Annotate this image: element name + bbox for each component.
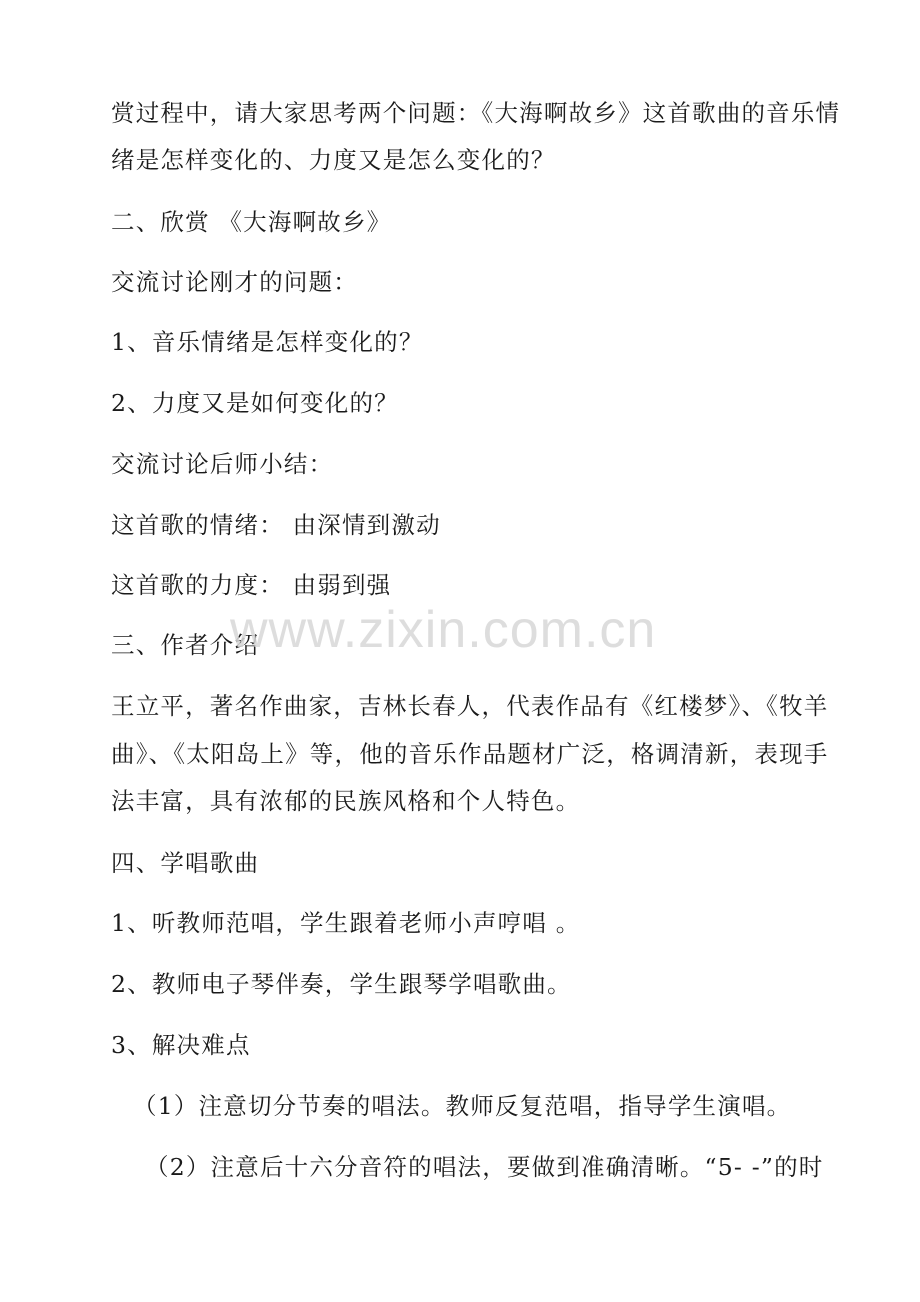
paragraph-line: 这首歌的力度： 由弱到强 <box>111 571 392 599</box>
list-item: 1、听教师范唱，学生跟着老师小声哼唱 。 <box>111 909 581 937</box>
paragraph-line: 交流讨论后师小结： <box>111 450 334 478</box>
list-item: 2、力度又是如何变化的？ <box>111 389 399 417</box>
sub-list-item: （2）注意后十六分音符的唱法，要做到准确清晰。“5- -”的时 <box>145 1153 824 1181</box>
paragraph-line: 赏过程中，请大家思考两个问题：《大海啊故乡》这首歌曲的音乐情 <box>111 99 841 127</box>
list-item: 1、音乐情绪是怎样变化的？ <box>111 328 424 356</box>
list-item: 3、解决难点 <box>111 1031 251 1059</box>
paragraph-line: 王立平，著名作曲家，吉林长春人，代表作品有《红楼梦》、《牧羊 <box>111 692 829 720</box>
paragraph-line: 曲》、《太阳岛上》等，他的音乐作品题材广泛，格调清新，表现手 <box>111 740 829 768</box>
paragraph-line: 交流讨论刚才的问题： <box>111 268 358 296</box>
watermark: www.zixin.com.cn <box>230 601 657 659</box>
paragraph-line: 这首歌的情绪： 由深情到激动 <box>111 511 441 539</box>
paragraph-line: 绪是怎样变化的、力度又是怎么变化的？ <box>111 146 556 174</box>
paragraph-line: 法丰富，具有浓郁的民族风格和个人特色。 <box>111 787 581 815</box>
section-heading: 四、学唱歌曲 <box>111 849 260 877</box>
section-heading: 二、欣赏 《大海啊故乡》 <box>111 208 392 236</box>
list-item: 2、教师电子琴伴奏，学生跟琴学唱歌曲。 <box>111 970 572 998</box>
section-heading: 三、作者介绍 <box>111 631 260 659</box>
sub-list-item: （1）注意切分节奏的唱法。教师反复范唱，指导学生演唱。 <box>133 1092 792 1120</box>
